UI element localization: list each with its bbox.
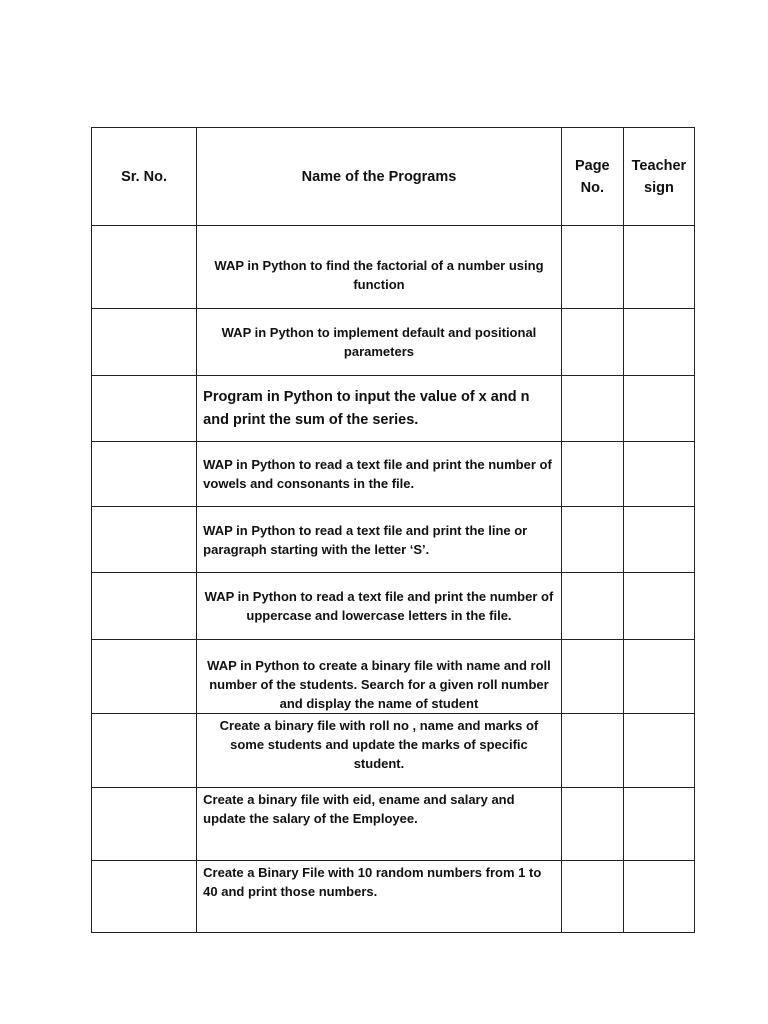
header-teacher-sign xyxy=(623,128,694,226)
sr-no-cell xyxy=(92,714,197,788)
program-name: WAP in Python to read a text file and print the number of vowels and consonants in the file. xyxy=(203,457,552,491)
page-no-cell xyxy=(561,226,623,309)
program-name: Create a Binary File with 10 random numbers from 1 to 40 and print those numbers. xyxy=(203,865,542,899)
program-name-cell xyxy=(197,376,562,442)
table-row xyxy=(92,573,695,640)
program-name-cell xyxy=(197,309,562,376)
table-row xyxy=(92,640,695,714)
header-teacher-sign-label: Teacher sign xyxy=(631,157,687,196)
header-program-name xyxy=(197,128,562,226)
program-name-cell xyxy=(197,442,562,507)
sr-no-cell xyxy=(92,640,197,714)
program-name-cell xyxy=(197,507,562,573)
teacher-sign-cell xyxy=(623,226,694,309)
table-row xyxy=(92,442,695,507)
table-row xyxy=(92,507,695,573)
program-index-table xyxy=(91,127,695,933)
header-sr-no xyxy=(92,128,197,226)
teacher-sign-cell xyxy=(623,714,694,788)
page-no-cell xyxy=(561,442,623,507)
teacher-sign-cell xyxy=(623,376,694,442)
sr-no-cell xyxy=(92,507,197,573)
page-no-cell xyxy=(561,640,623,714)
table-row xyxy=(92,714,695,788)
program-name-cell xyxy=(197,226,562,309)
teacher-sign-cell xyxy=(623,573,694,640)
sr-no-cell xyxy=(92,309,197,376)
program-name: Create a binary file with roll no , name and marks of some students and update the marks of specific student. xyxy=(219,718,539,771)
program-name-cell xyxy=(197,861,562,933)
program-name: WAP in Python to read a text file and print the line or paragraph starting with the letter ‘S’. xyxy=(203,522,528,557)
page-no-cell xyxy=(561,861,623,933)
header-page-no xyxy=(561,128,623,226)
sr-no-cell xyxy=(92,788,197,861)
program-name: WAP in Python to implement default and positional parameters xyxy=(221,325,537,359)
program-name-cell xyxy=(197,714,562,788)
teacher-sign-cell xyxy=(623,788,694,861)
header-page-no-label: Page No. xyxy=(574,157,610,196)
page-no-cell xyxy=(561,309,623,376)
page-no-cell xyxy=(561,507,623,573)
page-no-cell xyxy=(561,714,623,788)
program-name-cell xyxy=(197,788,562,861)
header-sr-no-label: Sr. No. xyxy=(121,168,168,185)
sr-no-cell xyxy=(92,226,197,309)
program-name: Program in Python to input the value of x and n and print the sum of the series. xyxy=(203,388,530,428)
teacher-sign-cell xyxy=(623,507,694,573)
sr-no-cell xyxy=(92,376,197,442)
teacher-sign-cell xyxy=(623,861,694,933)
header-program-name-label: Name of the Programs xyxy=(301,168,457,185)
table-row xyxy=(92,376,695,442)
program-name: WAP in Python to read a text file and print the number of uppercase and lowercase letters in the file. xyxy=(204,589,554,623)
page-no-cell xyxy=(561,376,623,442)
teacher-sign-cell xyxy=(623,640,694,714)
header-row xyxy=(92,128,695,226)
sr-no-cell xyxy=(92,861,197,933)
table-row xyxy=(92,861,695,933)
page-no-cell xyxy=(561,788,623,861)
table-row xyxy=(92,788,695,861)
program-name-cell xyxy=(197,573,562,640)
table-row xyxy=(92,226,695,309)
program-name: WAP in Python to create a binary file with name and roll number of the students. Search for a given roll number and display the name of student xyxy=(207,658,551,711)
program-name-cell xyxy=(197,640,562,714)
teacher-sign-cell xyxy=(623,442,694,507)
program-name: Create a binary file with eid, ename and salary and update the salary of the Employee. xyxy=(203,792,515,826)
sr-no-cell xyxy=(92,573,197,640)
page-no-cell xyxy=(561,573,623,640)
table-row xyxy=(92,309,695,376)
sr-no-cell xyxy=(92,442,197,507)
program-name: WAP in Python to find the factorial of a number using function xyxy=(214,258,544,292)
teacher-sign-cell xyxy=(623,309,694,376)
